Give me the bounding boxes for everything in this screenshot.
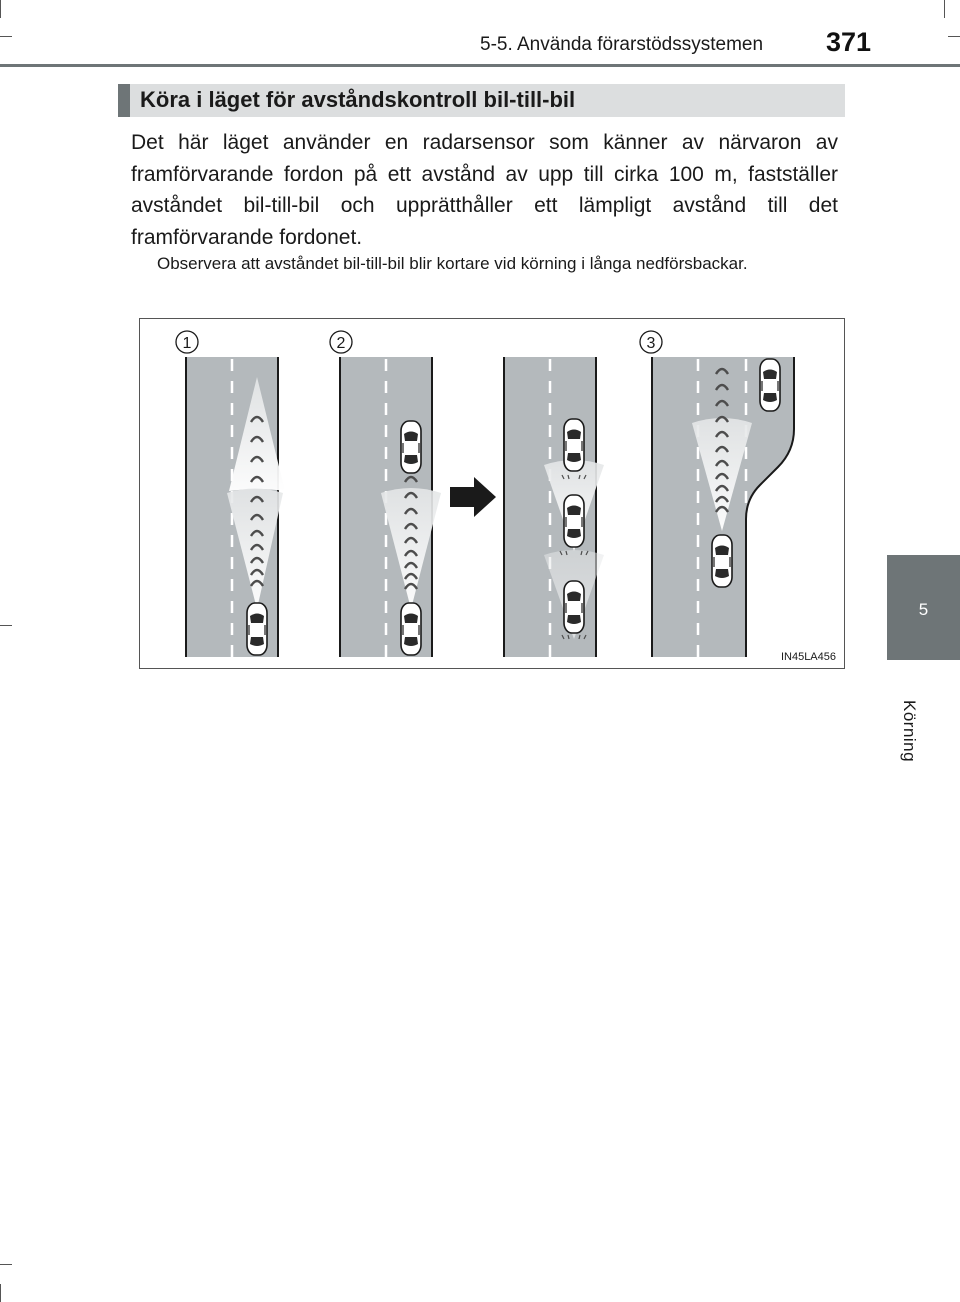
- section-heading-bar: [118, 84, 845, 117]
- chapter-label: Körning: [900, 700, 919, 763]
- illustration-svg: [140, 319, 844, 668]
- crop-mark: [0, 36, 12, 37]
- arrow-right-icon: [450, 477, 496, 517]
- figure-code: IN45LA456: [780, 651, 836, 663]
- header-rule: [0, 64, 960, 67]
- section-title: Köra i läget för avståndskontroll bil-till-bil: [140, 87, 576, 112]
- body-paragraph: Det här läget använder en radarsensor som känner av närvaron av framförvarande fordon på ett avstånd av upp till cirka 100 m, fastställer avståndet bil-till-bil och upprätthåller ett lämpligt avstånd till det framförvarande fordonet.: [131, 131, 838, 249]
- chapter-tab: [887, 555, 960, 660]
- marker-2-label: 2: [336, 335, 346, 352]
- crop-mark: [0, 0, 1, 18]
- marker-2: [330, 331, 352, 353]
- marker-1: [176, 331, 198, 353]
- crop-mark: [0, 1264, 12, 1265]
- marker-1-label: 1: [182, 335, 192, 352]
- illustration-figure: [139, 318, 845, 669]
- note-paragraph: Observera att avståndet bil-till-bil blir kortare vid körning i långa nedförsbackar.: [157, 254, 748, 273]
- road-2: [340, 357, 441, 657]
- chapter-number: 5: [918, 600, 929, 619]
- road-1: [186, 357, 285, 657]
- road-3-merge: [652, 357, 794, 657]
- running-header-title: 5-5. Använda förarstödssystemen: [480, 34, 764, 55]
- crop-mark: [0, 1284, 1, 1302]
- crop-mark: [0, 625, 12, 626]
- marker-3: [640, 331, 662, 353]
- crop-mark: [944, 0, 945, 18]
- marker-3-label: 3: [646, 335, 656, 352]
- road-3: [504, 357, 604, 657]
- page-number: 371: [826, 27, 872, 57]
- crop-mark: [948, 36, 960, 37]
